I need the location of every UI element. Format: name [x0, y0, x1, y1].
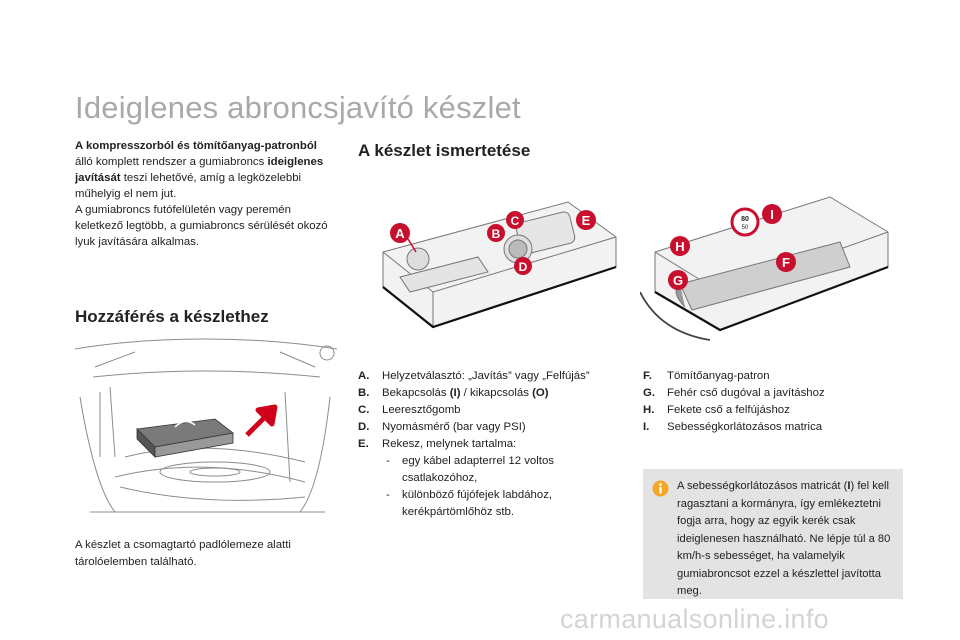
sticker-50-label: 50 [741, 225, 749, 231]
legend-key-f: F. [643, 370, 652, 382]
callout-b [487, 224, 505, 242]
legend-e-sublist-wrap [358, 453, 618, 521]
legend-item-g [643, 385, 883, 402]
intro-bold-1: A kompresszorból és tömítőanyag-patronból [75, 140, 317, 152]
legend-b-off: (O) [532, 387, 549, 399]
info-box [643, 469, 903, 599]
legend-e-item-text: egy kábel adapterrel 12 voltos csatlakozóhoz, [402, 455, 554, 484]
section-title-kit: A készlet ismertetése [358, 141, 531, 160]
callout-b-label: B [491, 227, 501, 241]
legend-text-g: Fehér cső dugóval a javításhoz [667, 387, 825, 399]
legend-key-d: D. [358, 421, 370, 433]
legend-item-a [358, 368, 618, 385]
callout-d-label: D [518, 260, 528, 274]
intro-text [75, 138, 330, 250]
intro-bold-2: ideiglenes javítását [75, 156, 324, 184]
callout-g-label: G [672, 273, 684, 288]
legend-key-e: E. [358, 438, 369, 450]
info-icon [652, 480, 669, 497]
callout-c [506, 211, 524, 229]
callout-c-label: C [510, 214, 520, 228]
legend-right [643, 368, 883, 436]
legend-item-e [358, 436, 618, 453]
access-caption: A készlet a csomagtartó padlólemeze alatti tárolóelemben található. [75, 539, 291, 568]
legend-e-item-text: különböző fújófejek labdához, kerékpártömlőhöz stb. [402, 489, 553, 518]
legend-key-c: C. [358, 404, 370, 416]
info-text-pre: A sebességkorlátozásos matricát ( [677, 480, 848, 492]
watermark: carmanualsonline.info [560, 604, 829, 634]
page-title: Ideiglenes abroncsjavító készlet [75, 90, 521, 125]
legend-key-a: A. [358, 370, 370, 382]
red-arrow-icon [247, 407, 275, 435]
legend-b-on: (I) [449, 387, 461, 399]
info-text-post: ) fel kell ragasztani a kormányra, így emlékeztetni fogja arra, hogy az egyik kerék csak ideiglenesen használható. Ne lépje túl a 80 km/h-s sebességet, ha valamelyik gumiabroncsot ezzel a készlettel javította meg. [677, 480, 891, 597]
legend-e-sublist [358, 453, 618, 521]
legend-key-h: H. [643, 404, 655, 416]
legend-text-b [382, 385, 549, 402]
callout-h-label: H [675, 239, 685, 254]
legend-text-h: Fekete cső a felfújáshoz [667, 404, 790, 416]
section-title-access: Hozzáférés a készlethez [75, 307, 269, 326]
legend-item-b [358, 385, 618, 402]
legend-b-pre: Bekapcsolás [382, 387, 450, 399]
intro-text-2: teszi lehetővé, amíg a legközelebbi műhelyig el nem jut. [75, 172, 302, 200]
legend-key-i: I. [643, 421, 650, 433]
legend-text-c: Leeresztőgomb [382, 404, 461, 416]
legend-key-g: G. [643, 387, 656, 399]
compressor-illustration [378, 197, 618, 342]
speed-sticker [732, 209, 758, 235]
legend-text-i: Sebességkorlátozásos matrica [667, 421, 823, 433]
intro-text-1: álló komplett rendszer a gumiabroncs [75, 156, 268, 168]
callout-g [668, 270, 688, 290]
legend-e-item [382, 453, 618, 487]
legend-item-c [358, 402, 618, 419]
info-text [677, 478, 892, 601]
callout-i-label: I [770, 207, 774, 222]
callout-f [776, 252, 796, 272]
intro-paragraph-2: A gumiabroncs futófelületén vagy peremén keletkező legtöbb, a gumiabroncs sérülését okozó lyuk javítására alkalmas. [75, 204, 328, 248]
legend-text-d: Nyomásmérő (bar vagy PSI) [382, 421, 526, 433]
legend-text-a: Helyzetválasztó: „Javítás” vagy „Felfújás” [382, 370, 590, 382]
legend-left [358, 368, 618, 521]
dash: - [386, 489, 390, 501]
dash: - [386, 455, 390, 467]
legend-item-h [643, 402, 883, 419]
legend-item-d [358, 419, 618, 436]
sealant-illustration [640, 192, 890, 342]
legend-text-e: Rekesz, melynek tartalma: [382, 438, 517, 450]
callout-a-label: A [395, 226, 405, 241]
callout-i [762, 204, 782, 224]
legend-item-i [643, 419, 883, 436]
callout-e [576, 210, 596, 230]
legend-e-item [382, 487, 618, 521]
callout-f-label: F [782, 255, 790, 270]
callout-e-label: E [581, 213, 591, 228]
legend-text-f: Tömítőanyag-patron [667, 370, 770, 382]
legend-key-b: B. [358, 387, 370, 399]
callout-d [514, 257, 532, 275]
legend-item-f [643, 368, 883, 385]
trunk-illustration [75, 337, 337, 518]
sticker-80-label: 80 [741, 216, 749, 223]
callout-h [670, 236, 690, 256]
callout-a [390, 223, 410, 243]
info-text-bold: I [847, 480, 851, 492]
legend-b-mid: / kikapcsolás [460, 387, 533, 399]
